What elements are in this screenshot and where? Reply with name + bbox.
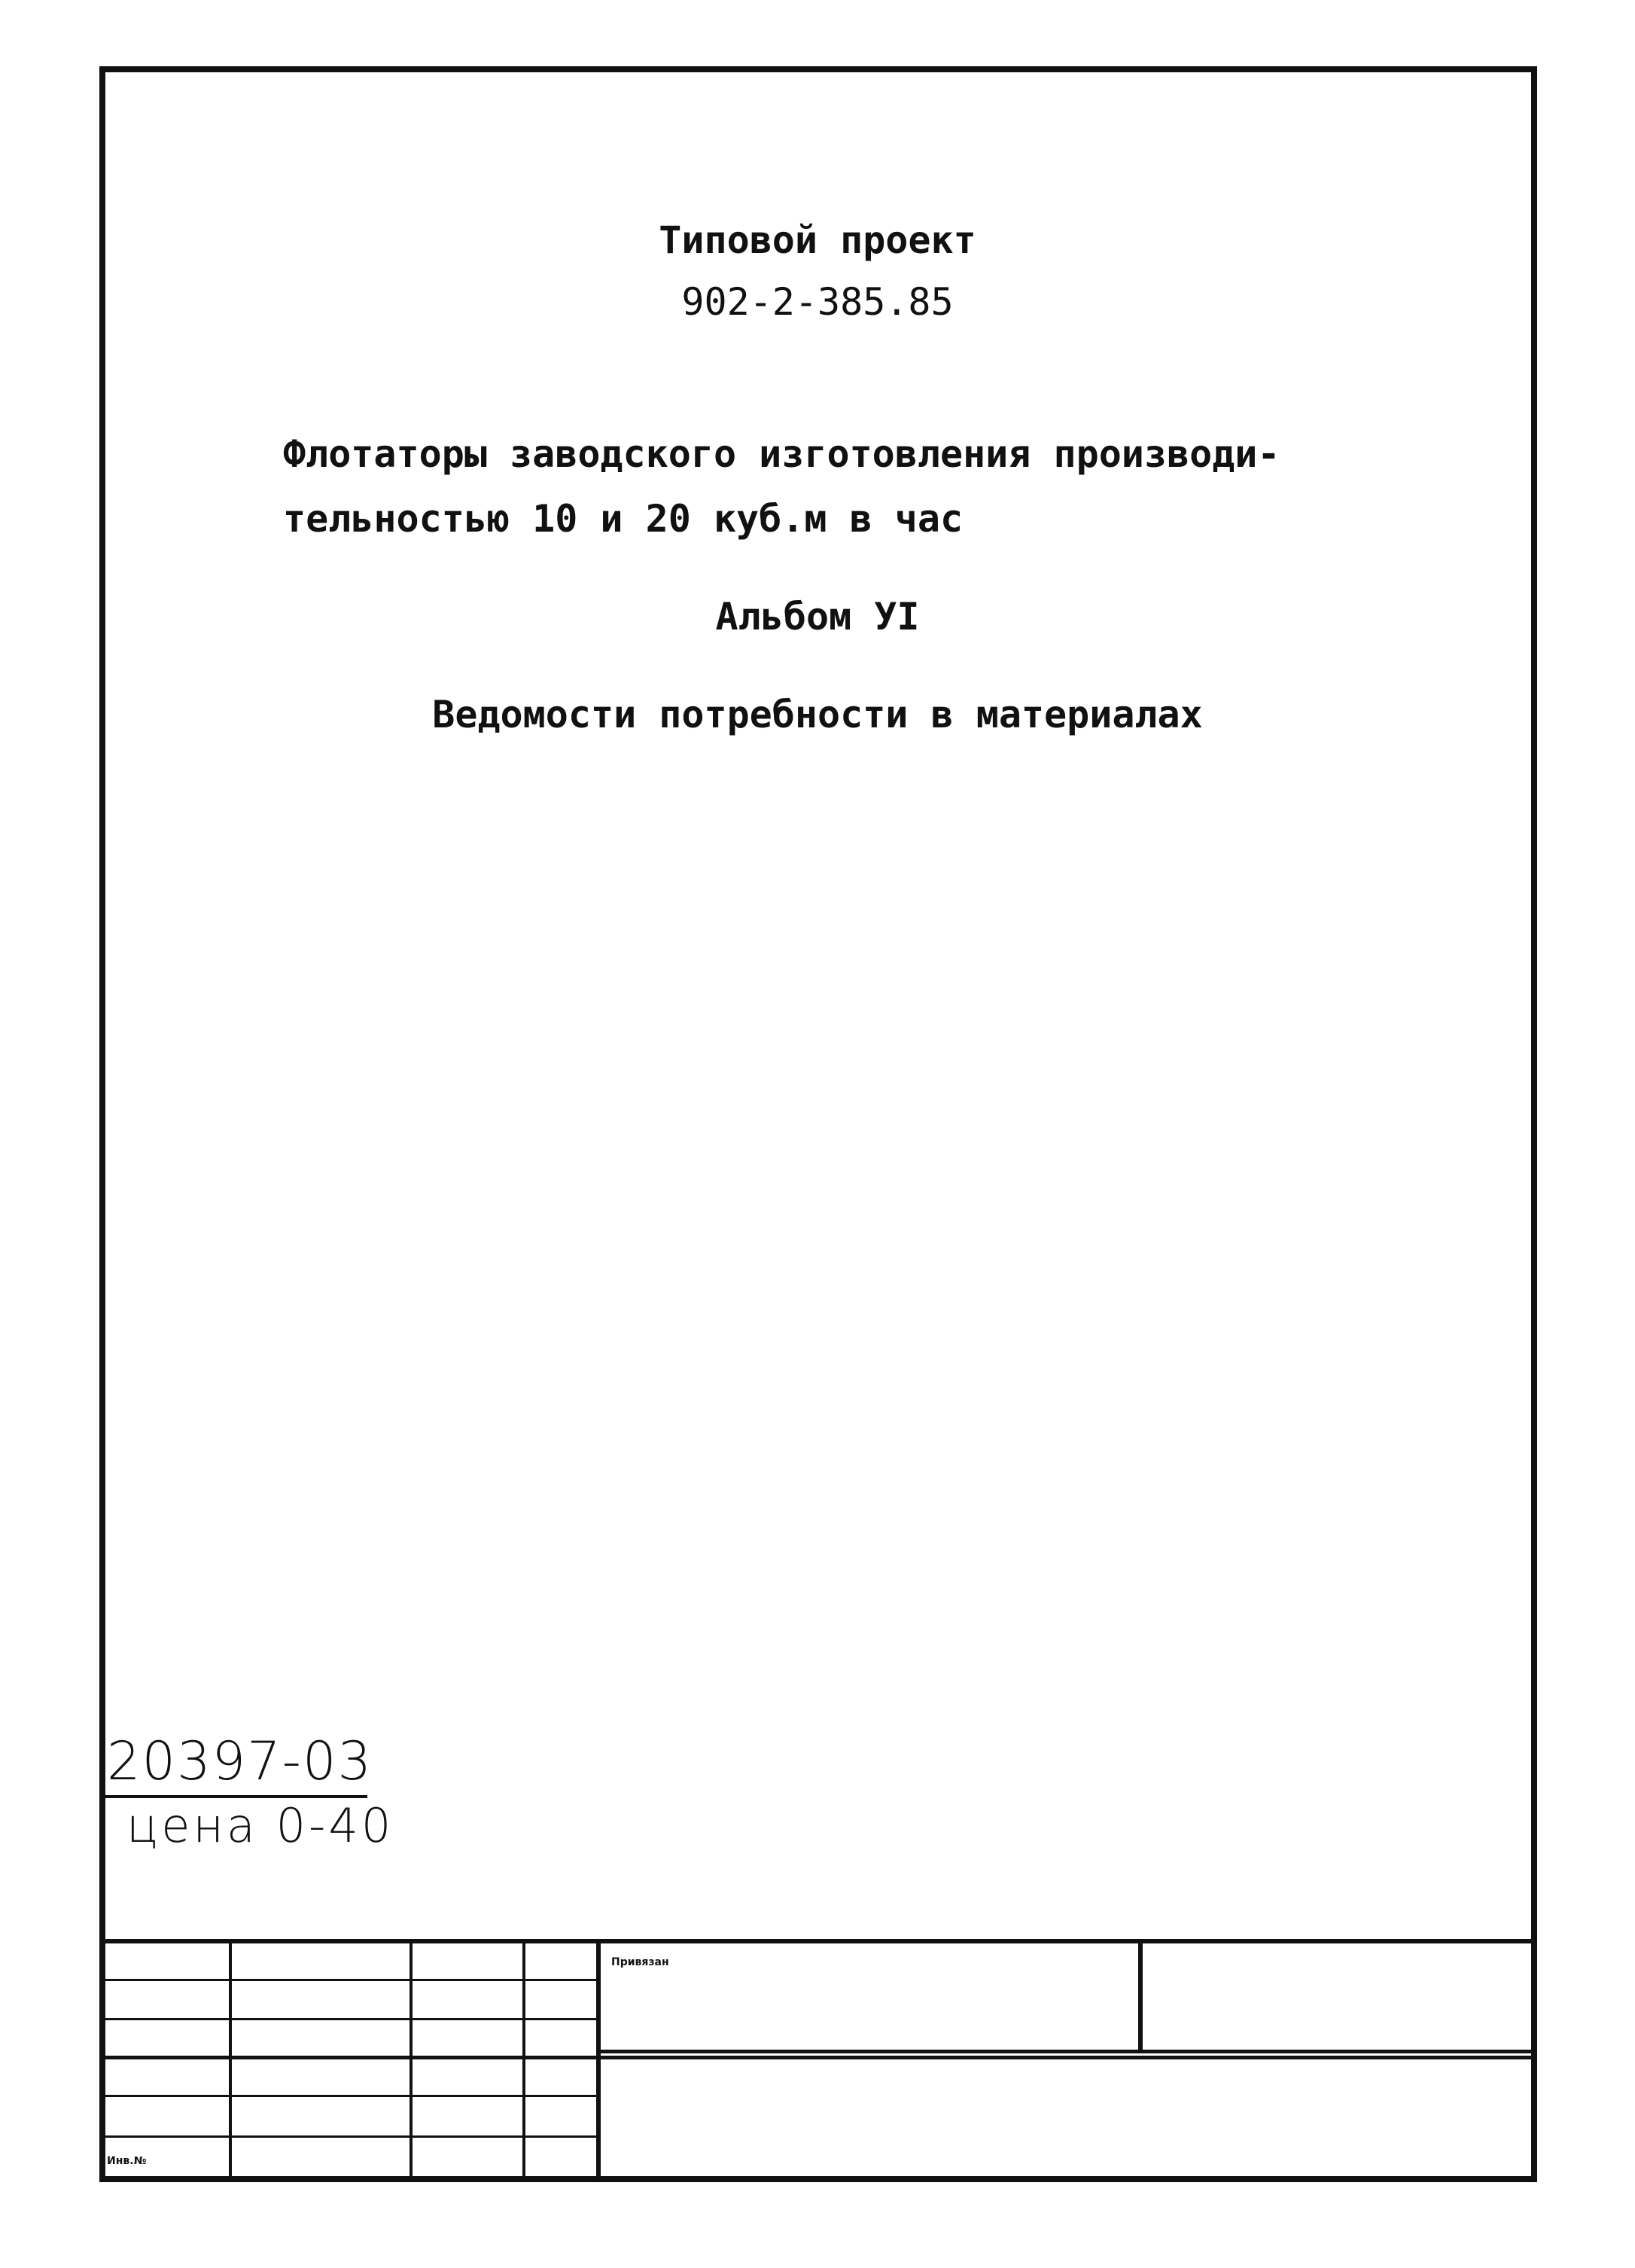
page-frame — [99, 66, 1537, 2182]
description-line-2: тельностью 10 и 20 куб.м в час — [283, 497, 964, 541]
grid-col-2 — [410, 1939, 413, 2182]
inventory-label: Инв.№ — [107, 2155, 147, 2167]
grid-col-3 — [522, 1939, 525, 2182]
description-line-1: Флотаторы заводского изготовления производи- — [283, 432, 1280, 476]
project-description — [283, 422, 1280, 551]
grid-rule-3 — [99, 2056, 1537, 2059]
applied-box-bottom-rule — [598, 2050, 1537, 2053]
title-block-top-rule — [99, 1939, 1537, 1943]
album-subject: Ведомости потребности в материалах — [432, 693, 1203, 736]
stamp-number: 20397-03 — [107, 1730, 373, 1792]
grid-col-1 — [229, 1939, 232, 2182]
project-title: Типовой проект — [659, 218, 976, 262]
grid-col-4 — [596, 1939, 601, 2182]
applied-box-divider — [1138, 1939, 1143, 2053]
applied-label: Привязан — [611, 1956, 669, 1968]
project-code: 902-2-385.85 — [681, 280, 954, 324]
stamp-price: цена 0-40 — [126, 1798, 394, 1853]
album-title: Альбом УI — [715, 595, 920, 639]
